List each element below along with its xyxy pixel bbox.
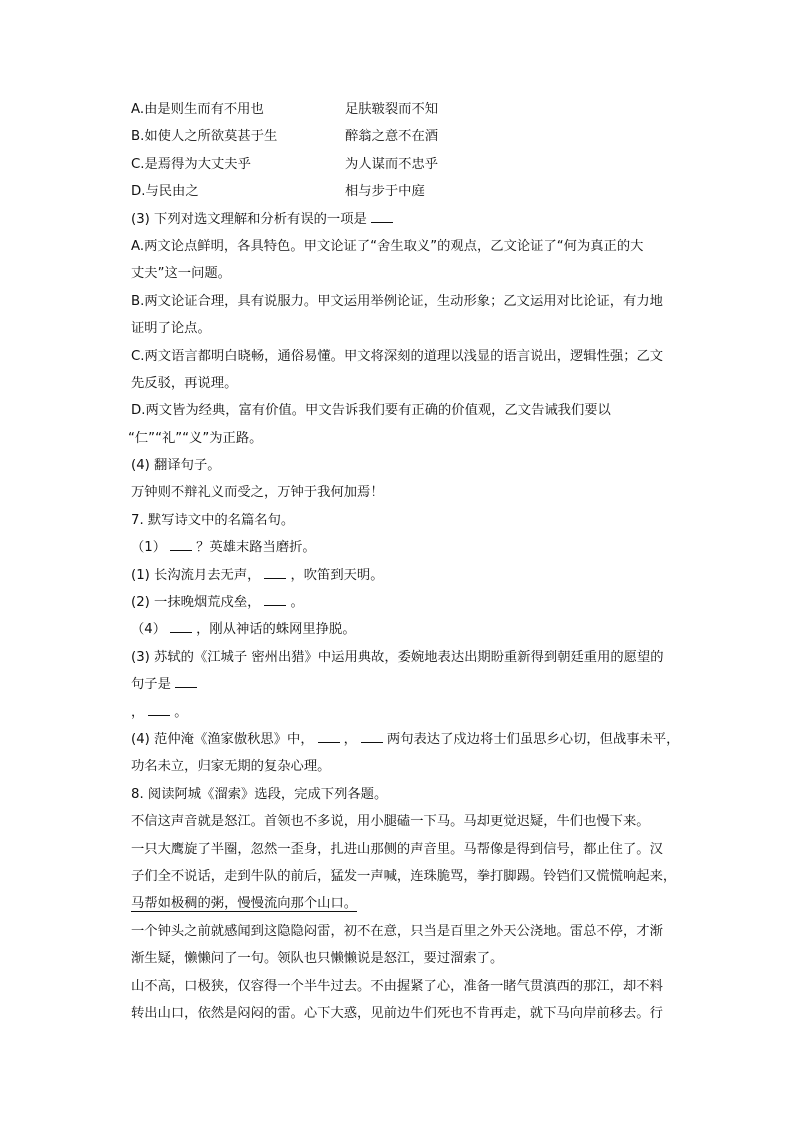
underlined-sentence: 马帮如极稠的粥，慢慢流向那个山口。 xyxy=(131,896,358,912)
recitation-item-2 xyxy=(131,562,696,589)
answer-blank[interactable] xyxy=(371,208,393,223)
option-right: 为人谋而不忠乎 xyxy=(345,156,439,172)
passage-line: 一个钟头之前就感闻到这隐隐闷雷，初不在意，只当是百里之外天公浇地。雷总不停，才渐 xyxy=(131,923,663,939)
option-left: D.与民由之 xyxy=(131,184,199,200)
recitation-item-6-line-1 xyxy=(131,726,696,753)
option-right: 相与步于中庭 xyxy=(345,184,425,200)
option-row-b xyxy=(131,123,696,150)
recitation-item-6-line-2: 功名未立，归家无期的复杂心理。 xyxy=(131,759,331,775)
choice-d-line-1: D.两文皆为经典，富有价值。甲文告诉我们要有正确的价值观，乙文告诫我们要以 xyxy=(131,403,611,419)
item-separator: ， xyxy=(343,731,357,747)
answer-blank[interactable] xyxy=(170,618,192,633)
passage-line: 一只大鹰旋了半圈，忽然一歪身，扎进山那侧的声音里。马帮像是得到信号，都止住了。汉 xyxy=(131,841,663,857)
item-prefix: 句子是 xyxy=(131,677,171,693)
recitation-item-3 xyxy=(131,589,696,616)
option-left: A.由是则生而有不用也 xyxy=(131,102,264,117)
translation-sentence: 万钟则不辩礼义而受之，万钟于我何加焉！ xyxy=(131,485,384,501)
item-suffix: 。 xyxy=(174,704,188,720)
item-suffix: 两句表达了戍边将士们虽思乡心切，但战事未平， xyxy=(386,731,680,747)
passage-line: 山不高，口极狭，仅容得一个半牛过去。不由握紧了心，准备一睹气贯滇西的那江，却不料 xyxy=(131,978,663,994)
question-3-stem xyxy=(131,206,696,233)
choice-c-line-1: C.两文语言都明白晓畅，通俗易懂。甲文将深刻的道理以浅显的语言说出，逻辑性强；乙文 xyxy=(131,348,664,364)
item-prefix: (2) 一抹晚烟荒戍垒， xyxy=(131,595,261,611)
item-prefix: ， xyxy=(131,704,145,720)
passage-line: 渐生疑，懒懒问了一句。领队也只懒懒说是怒江，要过溜索了。 xyxy=(131,951,504,967)
passage-line: 转出山口，依然是闷闷的雷。心下大惑，见前边牛们死也不肯再走，就下马向岸前移去。行 xyxy=(131,1005,663,1021)
question-8-stem: 8. 阅读阿城《溜索》选段，完成下列各题。 xyxy=(131,786,388,802)
option-row-d xyxy=(131,178,696,205)
option-left: C.是焉得为大丈夫乎 xyxy=(131,156,251,172)
recitation-item-5-line-3 xyxy=(131,699,696,726)
answer-blank[interactable] xyxy=(148,701,170,716)
answer-blank[interactable] xyxy=(361,728,383,743)
option-left: B.如使人之所欲莫甚于生 xyxy=(131,129,278,145)
question-7-stem: 7. 默写诗文中的名篇名句。 xyxy=(131,512,295,528)
choice-a-line-2: 丈夫”这一问题。 xyxy=(131,266,231,282)
question-4-stem: (4) 翻译句子。 xyxy=(131,458,221,474)
passage-line-underlined xyxy=(131,890,696,917)
document-page xyxy=(128,96,696,1027)
option-right: 醉翁之意不在酒 xyxy=(345,129,439,145)
recitation-item-1 xyxy=(131,534,696,561)
item-suffix: ，刚从神话的蛛网里挣脱。 xyxy=(196,622,356,638)
choice-b-line-2: 证明了论点。 xyxy=(131,321,211,337)
answer-blank[interactable] xyxy=(264,591,286,606)
answer-blank[interactable] xyxy=(170,536,192,551)
item-prefix: (1) 长沟流月去无声， xyxy=(131,567,261,583)
item-prefix: （1） xyxy=(131,540,167,556)
question-text: (3) 下列对选文理解和分析有误的一项是 xyxy=(131,211,367,227)
answer-blank[interactable] xyxy=(318,728,340,743)
item-prefix: (4) 范仲淹《渔家傲秋思》中， xyxy=(131,731,314,747)
option-row-c xyxy=(131,151,696,178)
answer-blank[interactable] xyxy=(264,564,286,579)
item-suffix: ？英雄末路当磨折。 xyxy=(196,540,316,556)
choice-a-line-1: A.两文论点鲜明，各具特色。甲文论证了“舍生取义”的观点，乙文论证了“何为真正的大 xyxy=(131,238,644,254)
passage-line: 不信这声音就是怒江。首领也不多说，用小腿磕一下马。马却更觉迟疑，牛们也慢下来。 xyxy=(131,814,650,830)
choice-b-line-1: B.两文论证合理，具有说服力。甲文运用举例论证，生动形象；乙文运用对比论证，有力地 xyxy=(131,293,663,309)
recitation-item-4 xyxy=(131,616,696,643)
choice-c-line-2: 先反驳，再说理。 xyxy=(131,375,238,391)
answer-blank[interactable] xyxy=(175,673,197,688)
passage-line: 子们全不说话，走到牛队的前后，猛发一声喊，连珠脆骂，拳打脚踢。铃铛们又慌慌响起来， xyxy=(131,868,677,884)
item-suffix: 。 xyxy=(290,595,304,611)
option-row-a xyxy=(131,96,696,123)
choice-d-line-2: “仁”“礼”“义”为正路。 xyxy=(128,430,263,446)
recitation-item-5-line-2 xyxy=(131,671,696,698)
option-right: 足肤皲裂而不知 xyxy=(345,102,439,117)
item-suffix: ，吹笛到天明。 xyxy=(290,567,384,583)
recitation-item-5-line-1: (3) 苏轼的《江城子 密州出猎》中运用典故，委婉地表达出期盼重新得到朝廷重用的愿望的 xyxy=(131,649,664,665)
item-prefix: （4） xyxy=(131,622,167,638)
